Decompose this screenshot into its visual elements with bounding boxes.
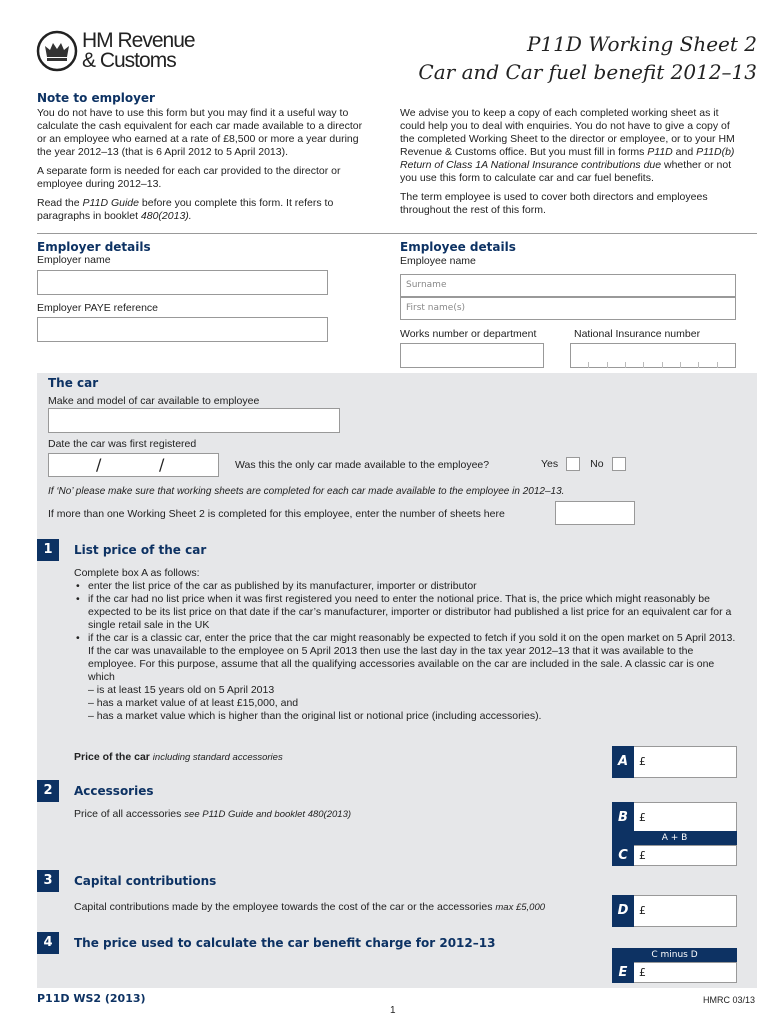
- section-number: 1: [37, 539, 59, 561]
- form-subtitle: Car and Car fuel benefit 2012–13: [418, 60, 757, 84]
- box-e-input[interactable]: [612, 962, 737, 983]
- date-separator: /: [159, 455, 165, 474]
- price-of-car-label: Price of the car including standard accessories: [74, 751, 283, 763]
- instruction-bullet: • if the car had no list price when it was first registered you need to enter the notional price. That is, the price which might reasonably be expected to be its list price on that date if the car’s manufacturer, importer or distributor had published a list price for an equivalent car for a single retail sale in the UK: [74, 593, 742, 632]
- surname-input[interactable]: Surname: [400, 274, 736, 297]
- registration-date-label: Date the car was first registered: [48, 438, 197, 450]
- section-heading: The price used to calculate the car benefit charge for 2012–13: [74, 936, 496, 950]
- date-separator: /: [96, 455, 102, 474]
- accessories-label: Price of all accessories see P11D Guide and booklet 480(2013): [74, 808, 352, 820]
- classic-condition: – has a market value of at least £15,000, and: [88, 697, 299, 709]
- sheets-count-label: If more than one Working Sheet 2 is completed for this employee, enter the number of sheets here: [48, 508, 505, 520]
- car-heading: The car: [48, 376, 99, 390]
- instruction-bullet: • enter the list price of the car as published by its manufacturer, importer or distributor: [74, 580, 742, 593]
- form-title: P11D Working Sheet 2: [526, 32, 757, 56]
- employer-heading: Employer details: [37, 240, 151, 254]
- ni-number-input[interactable]: [570, 343, 736, 368]
- calc-label: C minus D: [612, 948, 737, 962]
- section-number: 3: [37, 870, 59, 892]
- page-number: 1: [390, 1005, 396, 1016]
- box-c-input[interactable]: [612, 845, 737, 866]
- form-id: P11D WS2 (2013): [37, 992, 146, 1005]
- section-heading: Accessories: [74, 784, 154, 798]
- employee-name-label: Employee name: [400, 255, 476, 267]
- list-price-instructions: [74, 567, 742, 723]
- make-model-label: Make and model of car available to employee: [48, 395, 260, 407]
- employee-heading: Employee details: [400, 240, 516, 254]
- section-number: 4: [37, 932, 59, 954]
- employer-paye-input[interactable]: [37, 317, 328, 342]
- pound-sign: £: [639, 755, 646, 768]
- employer-paye-label: Employer PAYE reference: [37, 302, 158, 314]
- yes-checkbox[interactable]: [566, 457, 580, 471]
- classic-condition: – is at least 15 years old on 5 April 2013: [88, 684, 275, 696]
- box-d-input[interactable]: [612, 895, 737, 927]
- section-heading: Capital contributions: [74, 874, 217, 888]
- crown-crest-icon: [36, 30, 78, 72]
- note-para: A separate form is needed for each car provided to the director or employee during 2012–13.: [37, 165, 341, 190]
- works-number-input[interactable]: [400, 343, 544, 368]
- capital-contributions-label: Capital contributions made by the employee towards the cost of the car or the accessories max £5,000: [74, 901, 546, 913]
- pound-sign: £: [639, 966, 646, 979]
- hmrc-logo: [36, 30, 195, 72]
- box-letter: D: [612, 895, 634, 927]
- section-heading: List price of the car: [74, 543, 207, 557]
- note-right: [400, 107, 740, 217]
- note-heading: Note to employer: [37, 91, 155, 105]
- no-checkbox[interactable]: [612, 457, 626, 471]
- box-letter: C: [612, 845, 634, 866]
- only-car-question: Was this the only car made available to the employee?: [235, 459, 490, 471]
- registration-date-input[interactable]: [48, 453, 219, 477]
- instruction-bullet: • if the car is a classic car, enter the price that the car might reasonably be expected to fetch if you sold it on the open market on 5 April 2013. If the car was unavailable to the employee on 5 April 2013 then use the last day in the tax year 2012–13 that it was available to the employee. For this purpose, assume that all the qualifying accessories available on the car are included in the sale. A classic car is one which: [74, 632, 742, 684]
- first-names-input[interactable]: First name(s): [400, 297, 736, 320]
- instructions-intro: Complete box A as follows:: [74, 567, 200, 579]
- make-model-input[interactable]: [48, 408, 340, 433]
- note-para: You do not have to use this form but you may find it a useful way to calculate the cash equivalent for each car made available to a director or an employee who earned at a rate of £8,500 or more a year during the year 2012–13 (that is 6 April 2012 to 5 April 2013).: [37, 107, 363, 158]
- ni-number-label: National Insurance number: [574, 328, 701, 340]
- sheets-count-input[interactable]: [555, 501, 635, 525]
- box-letter: B: [612, 802, 634, 834]
- box-letter: E: [612, 962, 634, 983]
- logo-line1: HM Revenue: [82, 29, 195, 52]
- pound-sign: £: [639, 811, 646, 824]
- employer-name-label: Employer name: [37, 254, 111, 266]
- employer-name-input[interactable]: [37, 270, 328, 295]
- section-number: 2: [37, 780, 59, 802]
- yes-label: Yes: [541, 457, 559, 470]
- classic-condition: – has a market value which is higher than the original list or notional price (including accessories).: [88, 710, 542, 722]
- box-letter: A: [612, 746, 634, 778]
- pound-sign: £: [639, 849, 646, 862]
- note-para: The term employee is used to cover both directors and employees throughout the rest of this form.: [400, 191, 708, 216]
- pound-sign: £: [639, 904, 646, 917]
- box-a-input[interactable]: [612, 746, 737, 778]
- note-left: [37, 107, 372, 223]
- box-b-input[interactable]: [612, 802, 737, 834]
- calc-label: A + B: [612, 831, 737, 845]
- logo-line2: & Customs: [82, 49, 176, 72]
- no-label: No: [590, 457, 604, 470]
- form-ref: HMRC 03/13: [702, 995, 755, 1005]
- works-number-label: Works number or department: [400, 328, 537, 340]
- divider: [37, 233, 757, 234]
- if-no-note: If ‘No’ please make sure that working sheets are completed for each car made available to the employee in 2012–13.: [48, 486, 565, 497]
- note-para: Read the P11D Guide before you complete this form. It refers to paragraphs in booklet 480(2013).: [37, 197, 334, 222]
- note-para: We advise you to keep a copy of each completed working sheet as it could help you to deal with enquiries. You do not have to give a copy of the completed Working Sheet to the director or employee, or to your HM Revenue & Customs office. But you must fill in forms P11D and P11D(b) Return of Class 1A National Insurance contributions due whether or not you use this form to calculate car and car fuel benefits.: [400, 107, 735, 184]
